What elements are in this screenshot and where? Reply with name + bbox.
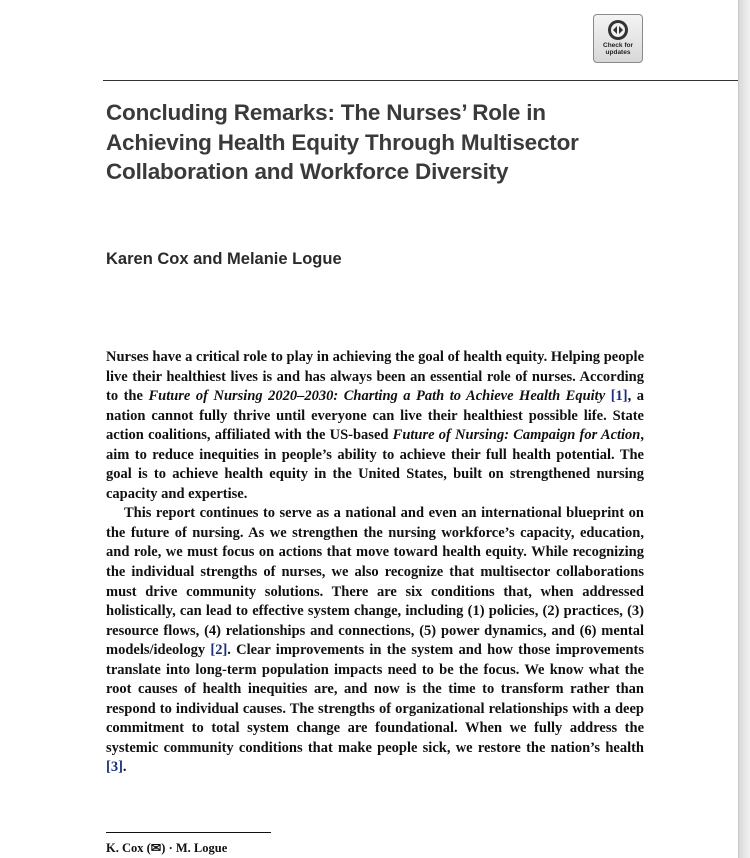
footer-author-1: K. Cox (106, 841, 144, 855)
p1-text-a: Nurses have a critical role to play in achieving the goal of health equity. Helping people live their healthiest lives is and has always been an essential role of nurses. According to the (106, 349, 644, 405)
author-affiliation-footer (106, 840, 227, 856)
chapter-title: Concluding Remarks: The Nurses’ Role in Achieving Health Equity Through Multisector Collaboration and Workforce Diversity (106, 100, 579, 184)
email-icon[interactable]: (✉) (146, 841, 166, 855)
badge-label-line1: Check for (603, 42, 633, 49)
campaign-title-italic: Future of Nursing: Campaign for Action (392, 427, 641, 444)
p1-text-b: , a nation cannot fully thrive until everyone can live their healthiest possible life. State action coalitions, affiliated with the US-based (106, 388, 645, 444)
check-for-updates-button[interactable] (593, 14, 643, 63)
viewer-edge (739, 0, 750, 858)
report-title-italic: Future of Nursing 2020–2030: Charting a Path to Achieve Health Equity (148, 388, 606, 405)
p1-text-c: , aim to reduce inequities in people’s ability to achieve their full health potential. The goal is to achieve health equity in the United States, built on strengthened nursing capacity and expertise. (106, 427, 645, 502)
p2-text-c: . (122, 759, 127, 776)
footer-separator: · (165, 841, 176, 855)
check-for-updates-icon (607, 19, 629, 41)
paragraph-2 (106, 504, 644, 778)
citation-link-1[interactable]: [1] (610, 388, 628, 405)
footnote-rule (106, 832, 271, 833)
paragraph-1 (106, 348, 644, 504)
citation-link-3[interactable]: [3] (106, 759, 123, 776)
header-rule (103, 80, 738, 81)
badge-label-line2: updates (605, 49, 631, 56)
citation-link-2[interactable]: [2] (210, 642, 228, 659)
chapter-authors: Karen Cox and Melanie Logue (106, 250, 342, 268)
p2-text-a: This report continues to serve as a national and even an international blueprint on the future of nursing. As we strengthen the nursing workforce’s capacity, education, and role, we must focus on actions that move toward health equity. While recognizing the individual strengths of nurses, we also recognize that multisector collaborations must drive community solutions. There are six conditions that, when addressed holistically, can lead to effective system change, including (1) policies, (2) practices, (3) resource flows, (4) relationships and connections, (5) power dynamics, and (6) mental models/ideology (106, 505, 644, 659)
p2-text-b: . Clear improvements in the system and how those improvements translate into long-term population impacts need to be the focus. We know what the root causes of health inequities are, and now is the time to transform rather than respond to individual causes. The strengths of organizational relationships with a deep commitment to total system change are foundational. When we fully address the systemic community conditions that make people sick, we restore the nation’s health (106, 642, 644, 756)
footer-author-2: M. Logue (175, 841, 228, 855)
body-text (106, 348, 644, 778)
